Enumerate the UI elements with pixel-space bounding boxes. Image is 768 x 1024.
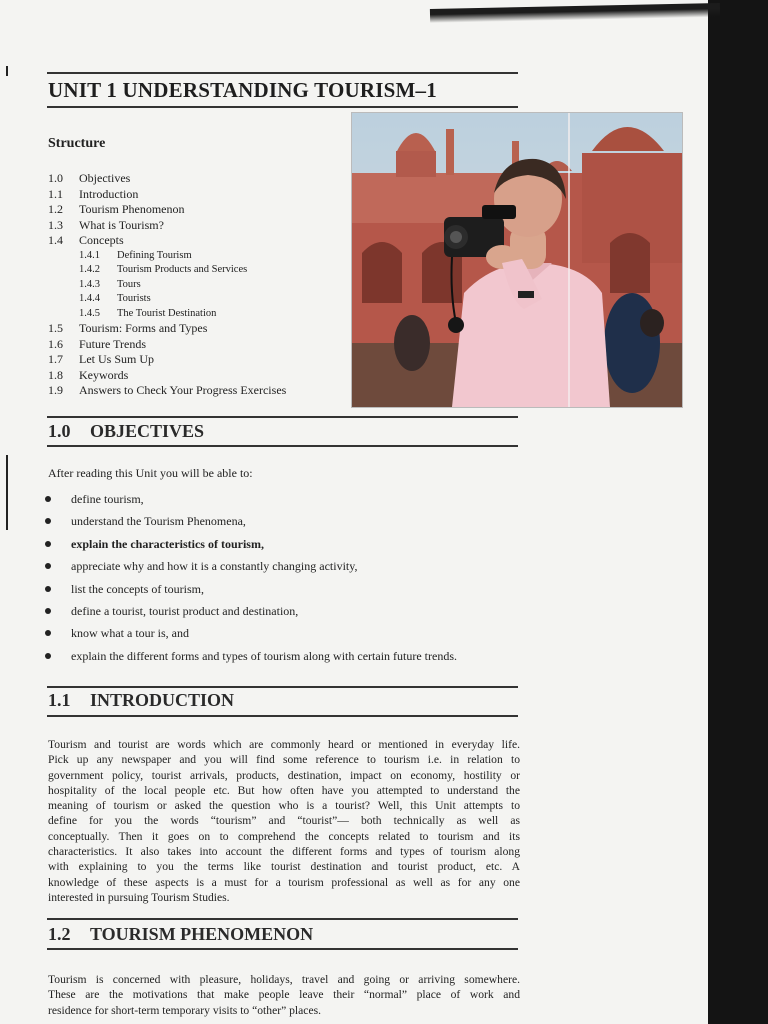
- toc-entry: [48, 292, 348, 307]
- text-line: conceptually. Then it goes on to comprehend the concepts related to tourism and its: [48, 829, 520, 843]
- scan-shadow-edge: [708, 0, 768, 1024]
- objective-text: list the concepts of tourism,: [71, 581, 204, 596]
- toc-entry-label: Objectives: [79, 171, 131, 185]
- toc-entry-number: 1.6: [48, 336, 63, 351]
- bullet-icon: [45, 496, 51, 502]
- toc-entry-label: Let Us Sum Up: [79, 352, 154, 366]
- scan-mark: [6, 455, 8, 530]
- toc-entry-label: Tourists: [117, 293, 151, 304]
- table-of-contents: [48, 171, 348, 399]
- bullet-icon: [45, 518, 51, 524]
- objective-item: [44, 555, 514, 577]
- toc-entry-label: Tours: [117, 278, 141, 290]
- toc-entry: [48, 202, 348, 218]
- objectives-top-rule: [47, 416, 518, 418]
- section-number: 1.1: [48, 690, 71, 710]
- text-line: knowledge of these aspects is a must for a tourism professional as well as for any one: [48, 875, 520, 889]
- section-title: TOURISM PHENOMENON: [90, 924, 314, 944]
- objective-item: [44, 622, 514, 644]
- introduction-bottom-rule: [47, 715, 518, 717]
- toc-entry-number: 1.8: [48, 367, 63, 382]
- introduction-paragraph: [48, 737, 520, 905]
- section-heading-introduction: [48, 690, 234, 711]
- toc-entry-label: Concepts: [79, 233, 124, 247]
- phenomenon-bottom-rule: [47, 948, 518, 950]
- toc-entry-label: The Tourist Destination: [117, 307, 217, 319]
- toc-entry-number: 1.4.5: [79, 307, 100, 319]
- toc-entry-label: Tourism Products and Services: [117, 264, 248, 275]
- text-line: interested in pursuing Tourism Studies.: [48, 890, 230, 904]
- text-line: These are the motivations that make people leave their “normal” place of work and: [48, 988, 520, 1002]
- objective-text: understand the Tourism Phenomena,: [71, 514, 246, 529]
- text-line: hospitality of the local people etc. But how often have you attempted to understand the: [48, 783, 520, 797]
- toc-entry-number: 1.4.2: [79, 264, 100, 275]
- toc-entry-number: 1.2: [48, 202, 63, 216]
- text-line: Tourism is concerned with pleasure, holidays, travel and going or arriving somewhere.: [48, 973, 520, 986]
- toc-entry-label: What is Tourism?: [79, 217, 164, 232]
- toc-entry-label: Defining Tourism: [117, 249, 192, 261]
- toc-entry-number: 1.4: [48, 233, 63, 247]
- tourist-photo: [351, 112, 683, 408]
- introduction-top-rule: [47, 686, 518, 688]
- toc-entry-number: 1.4.1: [79, 249, 100, 261]
- toc-entry-number: 1.5: [48, 321, 63, 335]
- objective-item: [44, 488, 514, 510]
- phenomenon-paragraph: [48, 972, 520, 1018]
- toc-entry-number: 1.4.3: [79, 278, 100, 290]
- toc-entry: [48, 337, 348, 353]
- toc-entry: [48, 383, 348, 399]
- bullet-icon: [45, 541, 51, 547]
- objective-text: appreciate why and how it is a constantly changing activity,: [71, 559, 358, 574]
- toc-entry: [48, 187, 348, 203]
- section-number: 1.2: [48, 924, 71, 944]
- toc-entry-label: Introduction: [79, 186, 139, 201]
- objective-text: know what a tour is, and: [71, 626, 189, 641]
- bullet-icon: [45, 653, 51, 659]
- toc-entry: [48, 233, 348, 249]
- toc-entry: [48, 352, 348, 368]
- toc-entry-label: Keywords: [79, 367, 129, 382]
- toc-entry: [48, 249, 348, 264]
- objectives-bottom-rule: [47, 445, 518, 447]
- title-top-rule: [47, 72, 518, 74]
- unit-title: UNIT 1 UNDERSTANDING TOURISM–1: [48, 78, 437, 102]
- structure-heading: Structure: [48, 136, 106, 151]
- text-line: meaning of tourism or asked the question who is a tourist? Well, this Unit attempts to: [48, 799, 520, 813]
- objective-item: [44, 533, 514, 555]
- toc-entry-number: 1.0: [48, 171, 63, 185]
- objective-item: [44, 600, 514, 622]
- bullet-icon: [45, 563, 51, 569]
- text-line: Tourism and tourist are words which are commonly heard or mentioned in everyday life.: [48, 738, 520, 751]
- toc-entry: [48, 171, 348, 187]
- toc-entry: [48, 307, 348, 322]
- toc-entry: [48, 278, 348, 293]
- toc-entry-label: Tourism: Forms and Types: [79, 321, 208, 335]
- objective-item: [44, 578, 514, 600]
- text-line: Pick up any newspaper and you will find some reference to tourism i.e. in relation to: [48, 753, 520, 767]
- toc-entry-label: Future Trends: [79, 336, 147, 351]
- text-line: define for you the words “tourism” and “tourist”— both technically as well as: [48, 814, 520, 828]
- section-title: INTRODUCTION: [90, 690, 235, 710]
- text-line: residence for short-term temporary visits to “other” places.: [48, 1003, 321, 1017]
- text-line: government policy, tourist arrivals, products, destination, impact on economy, hostility or: [48, 768, 520, 782]
- toc-entry-label: Tourism Phenomenon: [79, 202, 185, 216]
- toc-entry: [48, 321, 348, 337]
- toc-entry-number: 1.4.4: [79, 293, 100, 304]
- objective-item: [44, 645, 514, 667]
- toc-entry-number: 1.9: [48, 383, 63, 397]
- section-title: OBJECTIVES: [90, 421, 205, 441]
- toc-entry-number: 1.3: [48, 217, 63, 232]
- bullet-icon: [45, 608, 51, 614]
- objective-text: explain the different forms and types of tourism along with certain future trends.: [71, 648, 458, 663]
- toc-entry-label: Answers to Check Your Progress Exercises: [79, 383, 287, 397]
- objective-text: define a tourist, tourist product and destination,: [71, 603, 299, 618]
- toc-entry-number: 1.7: [48, 352, 63, 366]
- objectives-intro: After reading this Unit you will be able to:: [48, 466, 253, 480]
- toc-entry-number: 1.1: [48, 186, 63, 201]
- text-line: characteristics. It also takes into account the different forms and types of tourism along: [48, 845, 520, 859]
- title-bottom-rule: [47, 106, 518, 108]
- objective-item: [44, 510, 514, 532]
- toc-entry: [48, 263, 348, 278]
- section-number: 1.0: [48, 421, 71, 441]
- section-heading-objectives: [48, 421, 204, 442]
- objective-text: define tourism,: [71, 492, 144, 506]
- bullet-icon: [45, 586, 51, 592]
- toc-entry: [48, 368, 348, 384]
- bullet-icon: [45, 630, 51, 636]
- text-line: with explaining to you the terms like tourist destination and tourist product, etc. A: [48, 860, 520, 874]
- objective-text: explain the characteristics of tourism,: [71, 536, 264, 551]
- phenomenon-top-rule: [47, 918, 518, 920]
- section-heading-phenomenon: [48, 924, 313, 945]
- objectives-list: [44, 488, 514, 667]
- scan-mark: [6, 66, 8, 76]
- toc-entry: [48, 218, 348, 234]
